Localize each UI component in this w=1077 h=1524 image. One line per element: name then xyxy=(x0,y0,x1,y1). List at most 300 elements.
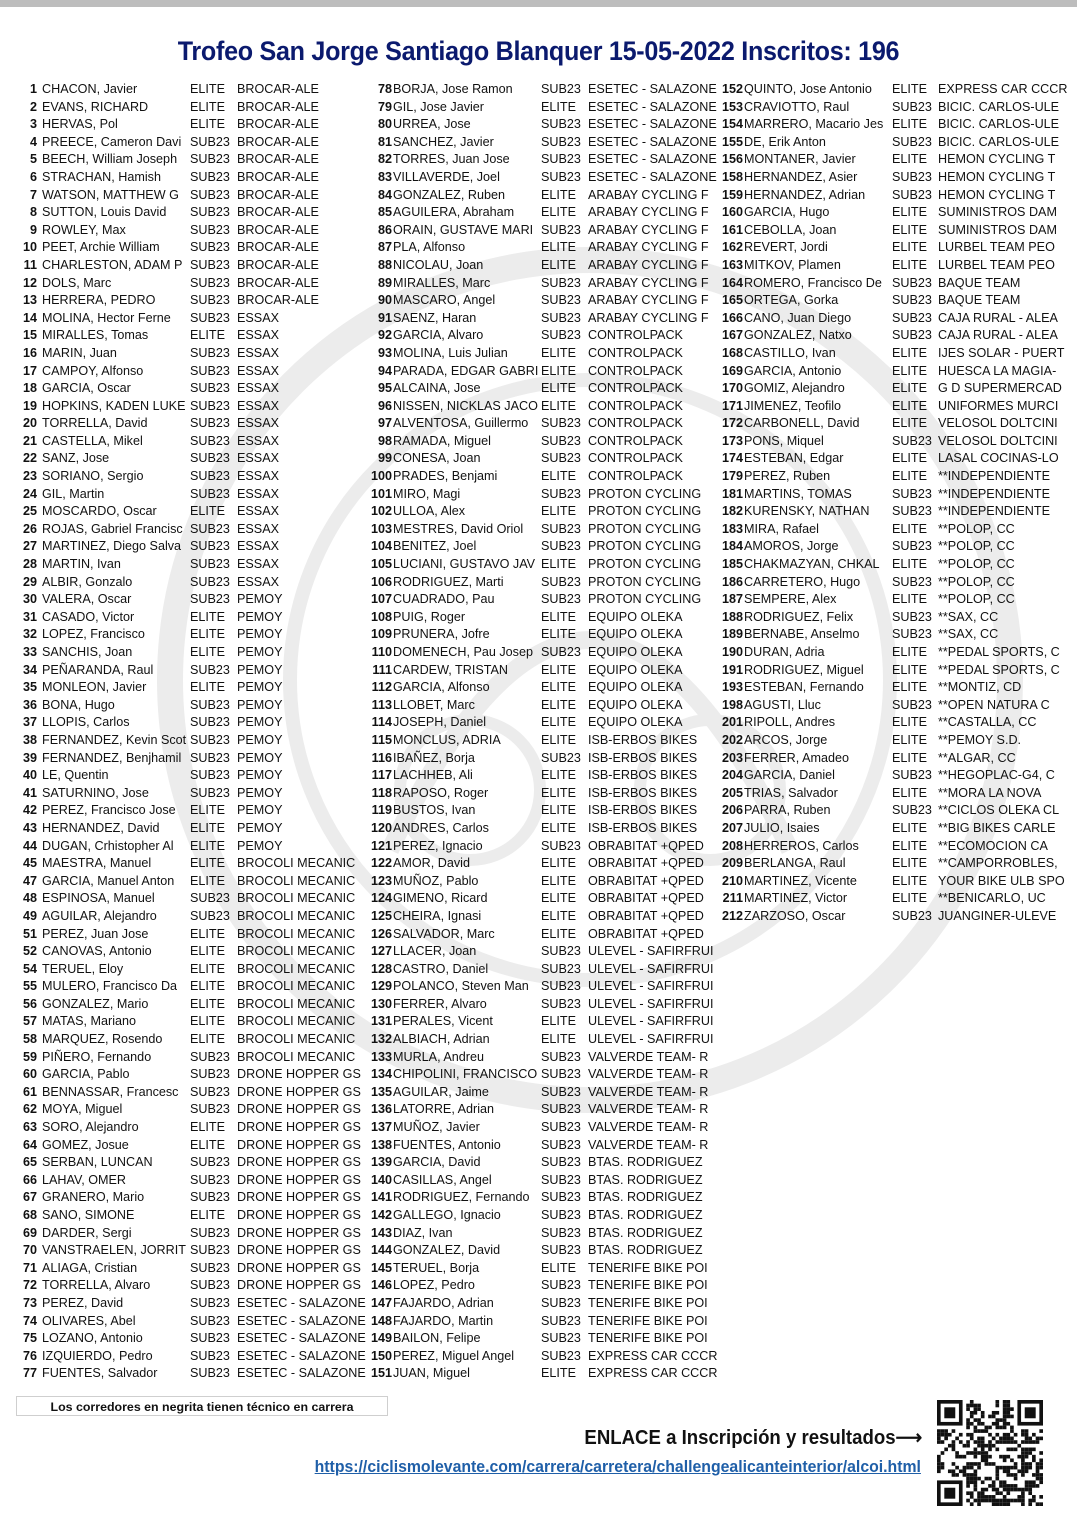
rider-name: FERRER, Amadeo xyxy=(744,750,849,765)
rider-name: ESPINOSA, Manuel xyxy=(42,891,155,906)
rider-number: 203 xyxy=(721,750,743,765)
rider-name: SANZ, Jose xyxy=(42,451,110,466)
rider-team: ULEVEL - SAFIRFRUI xyxy=(588,979,714,994)
rider-team: ARABAY CYCLING F xyxy=(588,293,709,308)
rider-name: DURAN, Adria xyxy=(744,645,825,659)
rider-name: VANSTRAELEN, JORRIT xyxy=(42,1243,186,1258)
rider-number: 83 xyxy=(377,169,392,184)
rider-name: PIÑERO, Fernando xyxy=(42,1049,152,1064)
rider-name: WATSON, MATTHEW G xyxy=(42,187,179,202)
rider-name: LOZANO, Antonio xyxy=(42,1331,143,1346)
rider-team: HEMON CYCLING T xyxy=(938,169,1056,184)
rider-team: PEMOY xyxy=(237,768,283,783)
rider-team: IJES SOLAR - PUERT xyxy=(938,345,1065,360)
rider-number: 88 xyxy=(377,257,392,272)
rider-name: MARTIN, Ivan xyxy=(42,557,121,572)
rider-team: OBRABITAT +QPED xyxy=(588,873,704,888)
rider-number: 58 xyxy=(22,1032,37,1047)
rider-category: ELITE xyxy=(190,609,225,624)
rider-team: VALVERDE TEAM- R xyxy=(588,1120,709,1135)
rider-number: 174 xyxy=(721,451,743,466)
rider-category: SUB23 xyxy=(892,433,932,448)
rider-category: SUB23 xyxy=(541,169,581,184)
rider-team: BTAS. RODRIGUEZ xyxy=(588,1155,703,1170)
rider-number: 41 xyxy=(22,785,37,800)
rider-team: DRONE HOPPER GS xyxy=(237,1172,361,1187)
rider-category: SUB23 xyxy=(190,1155,230,1170)
rider-team: BROCAR-ALE xyxy=(237,134,319,149)
rider-team: TENERIFE BIKE POI xyxy=(588,1278,708,1293)
rider-team: **PEDAL SPORTS, C xyxy=(938,662,1060,677)
rider-name: MONLEON, Javier xyxy=(42,680,147,695)
rider-number: 167 xyxy=(721,328,743,343)
rider-name: JIMENEZ, Teofilo xyxy=(744,398,842,413)
rider-number: 166 xyxy=(721,310,743,325)
rider-name: CANOVAS, Antonio xyxy=(42,944,152,959)
rider-category: SUB23 xyxy=(541,1190,581,1205)
rider-name: CUADRADO, Pau xyxy=(393,592,495,607)
rider-name: PEREZ, Ignacio xyxy=(393,838,483,853)
rider-number: 145 xyxy=(370,1260,392,1275)
rider-team: ULEVEL - SAFIRFRUI xyxy=(588,996,714,1011)
rider-name: LOPEZ, Pedro xyxy=(393,1278,475,1293)
rider-number: 187 xyxy=(721,592,743,607)
rider-number: 202 xyxy=(721,732,743,747)
rider-team: **POLOP, CC xyxy=(938,521,1015,536)
rider-category: ELITE xyxy=(541,697,576,712)
rider-number: 89 xyxy=(377,275,392,290)
registration-results-link[interactable]: https://ciclismolevante.com/carrera/carretera/challengealicanteinterior/alcoi.html xyxy=(314,1457,921,1476)
rider-name: URREA, Jose xyxy=(393,117,471,132)
rider-category: SUB23 xyxy=(541,574,581,589)
rider-name: AMOROS, Jorge xyxy=(744,539,839,554)
rider-name: FUENTES, Salvador xyxy=(42,1366,158,1381)
rider-team: ESSAX xyxy=(237,486,279,501)
rider-number: 98 xyxy=(377,433,392,448)
rider-team: BROCOLI MECANIC xyxy=(237,944,356,959)
rider-team: PROTON CYCLING xyxy=(588,504,702,519)
rider-team: **MORA LA NOVA xyxy=(938,785,1042,800)
rider-team: JUANGINER-ULEVE xyxy=(938,908,1057,923)
rider-number: 21 xyxy=(22,433,37,448)
rider-category: SUB23 xyxy=(190,222,230,237)
rider-name: LAHAV, OMER xyxy=(42,1172,126,1187)
rider-name: BUSTOS, Ivan xyxy=(393,803,476,818)
rider-category: ELITE xyxy=(190,504,225,519)
rider-number: 23 xyxy=(22,469,37,484)
rider-category: ELITE xyxy=(892,222,927,237)
rider-category: SUB23 xyxy=(190,1243,230,1258)
rider-name: GARCIA, Alvaro xyxy=(393,328,484,343)
rider-team: BROCAR-ALE xyxy=(237,240,319,255)
rider-name: SAENZ, Haran xyxy=(393,310,477,325)
rider-category: ELITE xyxy=(190,926,225,941)
rider-name: MOYA, Miguel xyxy=(42,1102,123,1117)
rider-number: 87 xyxy=(377,240,392,255)
rider-number: 186 xyxy=(721,574,743,589)
rider-number: 55 xyxy=(22,979,37,994)
rider-team: CONTROLPACK xyxy=(588,363,683,378)
rider-number: 2 xyxy=(29,99,37,114)
rider-team: OBRABITAT +QPED xyxy=(588,926,704,941)
rider-number: 51 xyxy=(22,926,37,941)
rider-category: SUB23 xyxy=(190,1331,230,1346)
rider-number: 132 xyxy=(370,1032,392,1047)
rider-team: BROCAR-ALE xyxy=(237,99,319,114)
rider-team: EQUIPO OLEKA xyxy=(588,627,683,642)
rider-name: ALIAGA, Cristian xyxy=(42,1260,138,1275)
rider-team: ESSAX xyxy=(237,416,279,431)
rider-name: CASTELLA, Mikel xyxy=(42,433,143,448)
rider-number: 68 xyxy=(22,1208,37,1222)
rider-team: BROCAR-ALE xyxy=(237,257,319,272)
rider-name: GARCIA, Daniel xyxy=(744,768,835,783)
rider-category: SUB23 xyxy=(190,732,230,747)
rider-number: 118 xyxy=(371,785,392,800)
rider-team: ISB-ERBOS BIKES xyxy=(588,820,698,835)
qr-code-icon[interactable] xyxy=(935,1400,1045,1506)
rider-number: 141 xyxy=(370,1190,392,1205)
page-title: Trofeo San Jorge Santiago Blanquer 15-05-2022 Inscritos: 196 xyxy=(177,36,900,66)
link-label: ENLACE a Inscripción y resultados⟶ xyxy=(584,1427,922,1449)
rider-name: SORIANO, Sergio xyxy=(42,469,144,484)
rider-category: ELITE xyxy=(541,381,576,396)
rider-team: BROCAR-ALE xyxy=(237,205,319,220)
rider-number: 92 xyxy=(377,328,392,343)
rider-number: 165 xyxy=(721,293,743,308)
rider-number: 18 xyxy=(22,381,37,396)
rider-name: AGUILERA, Abraham xyxy=(393,205,515,220)
rider-team: CONTROLPACK xyxy=(588,469,683,484)
rider-name: BAILON, Felipe xyxy=(393,1331,481,1346)
rider-number: 17 xyxy=(22,363,37,378)
rider-category: ELITE xyxy=(190,820,225,835)
rider-team: ESETEC - SALAZONE xyxy=(237,1313,366,1328)
rider-name: ORAIN, GUSTAVE MARI xyxy=(393,222,534,237)
rider-name: FERNANDEZ, Benjhamil xyxy=(42,750,182,765)
rider-name: TERUEL, Borja xyxy=(393,1260,480,1275)
rider-team: BROCOLI MECANIC xyxy=(237,891,356,906)
rider-number: 139 xyxy=(370,1155,392,1170)
rider-number: 57 xyxy=(22,1014,37,1029)
rider-team: TENERIFE BIKE POI xyxy=(588,1295,708,1310)
rider-name: TRIAS, Salvador xyxy=(744,785,838,800)
rider-category: SUB23 xyxy=(541,539,581,554)
rider-category: ELITE xyxy=(892,873,927,888)
rider-number: 156 xyxy=(721,152,743,167)
rider-number: 201 xyxy=(721,715,743,730)
rider-number: 77 xyxy=(22,1366,37,1381)
rider-category: ELITE xyxy=(190,1137,225,1152)
rider-number: 122 xyxy=(370,856,392,871)
rider-number: 99 xyxy=(377,451,392,466)
rider-category: SUB23 xyxy=(190,768,230,783)
rider-number: 143 xyxy=(370,1225,392,1240)
rider-team: TENERIFE BIKE POI xyxy=(588,1331,708,1346)
rider-team: DRONE HOPPER GS xyxy=(237,1260,361,1275)
rider-category: ELITE xyxy=(541,926,576,941)
rider-number: 136 xyxy=(370,1102,392,1117)
rider-number: 74 xyxy=(22,1313,37,1328)
rider-number: 9 xyxy=(29,222,37,237)
rider-number: 100 xyxy=(370,469,392,484)
rider-number: 26 xyxy=(22,521,37,536)
rider-team: BROCOLI MECANIC xyxy=(237,856,356,871)
rider-name: JOSEPH, Daniel xyxy=(393,715,487,730)
rider-category: SUB23 xyxy=(541,1067,581,1082)
rider-name: REVERT, Jordi xyxy=(744,240,828,255)
rider-team: **CAMPORROBLES, xyxy=(938,856,1058,871)
rider-team: PROTON CYCLING xyxy=(588,521,702,536)
rider-name: ROWLEY, Max xyxy=(42,222,126,237)
rider-team: BROCOLI MECANIC xyxy=(237,1032,356,1047)
rider-team: LASAL COCINAS-LO xyxy=(938,451,1059,466)
rider-category: SUB23 xyxy=(190,310,230,325)
rider-team: PEMOY xyxy=(237,715,283,730)
rider-team: ARABAY CYCLING F xyxy=(588,310,709,325)
rider-number: 8 xyxy=(29,205,37,220)
rider-name: GONZALEZ, David xyxy=(393,1243,501,1258)
rider-team: **PEMOY S.D. xyxy=(938,732,1022,747)
rider-name: CEBOLLA, Joan xyxy=(744,222,837,237)
rider-team: PROTON CYCLING xyxy=(588,486,702,501)
rider-number: 134 xyxy=(370,1067,392,1082)
rider-number: 198 xyxy=(721,697,743,712)
rider-team: BTAS. RODRIGUEZ xyxy=(588,1190,703,1205)
rider-team: TENERIFE BIKE POI xyxy=(588,1313,708,1328)
rider-category: ELITE xyxy=(541,363,576,378)
rider-category: ELITE xyxy=(190,117,225,132)
rider-name: SEMPERE, Alex xyxy=(744,592,837,607)
rider-number: 71 xyxy=(22,1260,37,1275)
rider-name: CASADO, Victor xyxy=(42,609,135,624)
rider-category: ELITE xyxy=(190,645,225,659)
rider-category: ELITE xyxy=(541,1260,576,1275)
rider-name: HOPKINS, KADEN LUKE xyxy=(42,398,186,413)
rider-category: ELITE xyxy=(892,856,927,871)
rider-category: SUB23 xyxy=(190,750,230,765)
rider-category: ELITE xyxy=(190,979,225,994)
rider-name: DIAZ, Ivan xyxy=(393,1225,453,1240)
rider-team: DRONE HOPPER GS xyxy=(237,1278,361,1293)
rider-number: 116 xyxy=(371,750,392,765)
rider-category: SUB23 xyxy=(541,1313,581,1328)
rider-team: BROCOLI MECANIC xyxy=(237,908,356,923)
rider-name: CASILLAS, Angel xyxy=(393,1172,492,1187)
rider-number: 153 xyxy=(721,99,743,114)
rider-name: DE, Erik Anton xyxy=(744,134,826,149)
rider-team: OBRABITAT +QPED xyxy=(588,891,704,906)
rider-team: PEMOY xyxy=(237,732,283,747)
rider-category: ELITE xyxy=(892,381,927,396)
rider-name: LLOPIS, Carlos xyxy=(42,715,130,730)
rider-name: RAPOSO, Roger xyxy=(393,785,489,800)
rider-category: ELITE xyxy=(541,785,576,800)
rider-team: LURBEL TEAM PEO xyxy=(938,240,1055,255)
rider-category: SUB23 xyxy=(892,803,932,818)
rider-team: OBRABITAT +QPED xyxy=(588,908,704,923)
rider-number: 15 xyxy=(22,328,37,343)
rider-category: SUB23 xyxy=(541,645,581,659)
rider-name: MARTINEZ, Victor xyxy=(744,891,848,906)
rider-category: SUB23 xyxy=(190,433,230,448)
rider-category: SUB23 xyxy=(541,838,581,853)
rider-team: EQUIPO OLEKA xyxy=(588,645,683,659)
rider-number: 52 xyxy=(22,944,37,959)
rider-name: TORRES, Juan Jose xyxy=(393,152,510,167)
rider-number: 49 xyxy=(22,908,37,923)
rider-name: MATAS, Mariano xyxy=(42,1014,137,1029)
rider-category: SUB23 xyxy=(541,1137,581,1152)
rider-name: PEREZ, Ruben xyxy=(744,469,831,484)
rider-team: BROCAR-ALE xyxy=(237,293,319,308)
rider-category: SUB23 xyxy=(541,979,581,994)
rider-number: 162 xyxy=(721,240,743,255)
rider-category: SUB23 xyxy=(190,908,230,923)
rider-category: SUB23 xyxy=(190,662,230,677)
rider-category: SUB23 xyxy=(892,908,932,923)
rider-team: G D SUPERMERCAD xyxy=(938,381,1062,396)
rider-team: BROCOLI MECANIC xyxy=(237,961,356,976)
rider-number: 73 xyxy=(22,1295,37,1310)
rider-category: SUB23 xyxy=(541,222,581,237)
rider-number: 163 xyxy=(721,257,743,272)
rider-name: CARDEW, TRISTAN xyxy=(393,662,508,677)
rider-name: GARCIA, Manuel Anton xyxy=(42,873,175,888)
rider-team: **ALGAR, CC xyxy=(938,750,1016,765)
rider-team: ULEVEL - SAFIRFRUI xyxy=(588,944,714,959)
rider-name: ARCOS, Jorge xyxy=(744,732,828,747)
rider-team: ESETEC - SALAZONE xyxy=(588,152,717,167)
rider-category: SUB23 xyxy=(190,1102,230,1117)
rider-name: VALERA, Oscar xyxy=(42,592,132,607)
rider-team: PEMOY xyxy=(237,645,283,659)
rider-number: 66 xyxy=(22,1172,37,1187)
rider-name: HERREROS, Carlos xyxy=(744,838,859,853)
rider-name: LUCIANI, GUSTAVO JAV xyxy=(393,557,536,572)
rider-number: 112 xyxy=(371,680,392,695)
rider-number: 212 xyxy=(721,908,743,923)
rider-name: MITKOV, Plamen xyxy=(744,257,841,272)
rider-category: SUB23 xyxy=(190,557,230,572)
rider-team: HEMON CYCLING T xyxy=(938,187,1056,202)
rider-name: RIPOLL, Andres xyxy=(744,715,836,730)
rider-name: EVANS, RICHARD xyxy=(42,99,149,114)
rider-name: OLIVARES, Abel xyxy=(42,1313,136,1328)
rider-team: PEMOY xyxy=(237,750,283,765)
rider-name: ALVENTOSA, Guillermo xyxy=(393,416,529,431)
rider-category: ELITE xyxy=(892,820,927,835)
rider-category: SUB23 xyxy=(541,451,581,466)
rider-category: SUB23 xyxy=(541,1155,581,1170)
rider-number: 184 xyxy=(721,539,743,554)
rider-number: 78 xyxy=(377,82,392,96)
rider-category: SUB23 xyxy=(892,697,932,712)
rider-number: 137 xyxy=(370,1120,392,1135)
rider-category: SUB23 xyxy=(541,1348,581,1363)
rider-number: 4 xyxy=(29,134,37,149)
rider-number: 124 xyxy=(370,891,392,906)
rider-team: VELOSOL DOLTCINI xyxy=(938,416,1058,431)
rider-category: ELITE xyxy=(190,1032,225,1047)
rider-category: ELITE xyxy=(541,715,576,730)
rider-team: ESSAX xyxy=(237,381,279,396)
rider-category: SUB23 xyxy=(190,1278,230,1293)
rider-number: 159 xyxy=(721,187,743,202)
rider-team: **HEGOPLAC-G4, C xyxy=(938,768,1055,783)
rider-team: EXPRESS CAR CCCR xyxy=(588,1366,718,1381)
rider-name: GALLEGO, Ignacio xyxy=(393,1208,501,1222)
rider-category: ELITE xyxy=(892,592,927,607)
rider-category: SUB23 xyxy=(892,627,932,642)
rider-team: EXPRESS CAR CCCR xyxy=(588,1348,718,1363)
rider-team: PEMOY xyxy=(237,627,283,642)
rider-number: 12 xyxy=(22,275,37,290)
rider-category: SUB23 xyxy=(190,1295,230,1310)
rider-name: MONTANER, Javier xyxy=(744,152,856,167)
rider-name: MIRALLES, Tomas xyxy=(42,328,149,343)
rider-name: ZARZOSO, Oscar xyxy=(744,908,846,923)
rider-team: OBRABITAT +QPED xyxy=(588,838,704,853)
rider-category: SUB23 xyxy=(541,1172,581,1187)
rider-number: 20 xyxy=(22,416,37,431)
rider-category: ELITE xyxy=(892,240,927,255)
rider-name: MULERO, Francisco Da xyxy=(42,979,178,994)
rider-team: EQUIPO OLEKA xyxy=(588,697,683,712)
rider-number: 31 xyxy=(22,609,37,624)
rider-number: 85 xyxy=(377,205,392,220)
rider-number: 37 xyxy=(22,715,37,730)
rider-category: SUB23 xyxy=(892,574,932,589)
rider-category: SUB23 xyxy=(892,134,932,149)
rider-number: 108 xyxy=(370,609,392,624)
rider-name: NICOLAU, Joan xyxy=(393,257,484,272)
rider-category: ELITE xyxy=(190,961,225,976)
rider-category: ELITE xyxy=(541,803,576,818)
rider-number: 133 xyxy=(370,1049,392,1064)
rider-name: TORRELLA, Alvaro xyxy=(42,1278,151,1293)
rider-category: SUB23 xyxy=(190,891,230,906)
rider-category: ELITE xyxy=(892,469,927,484)
rider-number: 94 xyxy=(377,363,392,378)
rider-category: ELITE xyxy=(541,908,576,923)
rider-name: CHAKMAZYAN, CHKAL xyxy=(744,557,880,572)
rider-name: SERBAN, LUNCAN xyxy=(42,1155,153,1170)
rider-category: SUB23 xyxy=(190,1225,230,1240)
rider-name: ULLOA, Alex xyxy=(393,504,466,519)
rider-name: SANCHIS, Joan xyxy=(42,645,133,659)
rider-name: PREECE, Cameron Davi xyxy=(42,134,182,149)
rider-team: ESSAX xyxy=(237,433,279,448)
rider-number: 60 xyxy=(22,1067,37,1082)
rider-name: GARCIA, Hugo xyxy=(744,205,830,220)
rider-number: 35 xyxy=(22,680,37,695)
rider-category: ELITE xyxy=(892,662,927,677)
rider-number: 36 xyxy=(22,697,37,712)
rider-name: BONA, Hugo xyxy=(42,697,115,712)
rider-category: SUB23 xyxy=(892,187,932,202)
rider-name: CANO, Juan Diego xyxy=(744,310,852,325)
rider-category: SUB23 xyxy=(190,521,230,536)
rider-team: ARABAY CYCLING F xyxy=(588,240,709,255)
rider-team: CONTROLPACK xyxy=(588,381,683,396)
rider-name: BEECH, William Joseph xyxy=(42,152,178,167)
rider-category: SUB23 xyxy=(190,1084,230,1099)
rider-name: MIRALLES, Marc xyxy=(393,275,491,290)
rider-number: 28 xyxy=(22,557,37,572)
rider-category: SUB23 xyxy=(541,1225,581,1240)
rider-category: ELITE xyxy=(892,398,927,413)
